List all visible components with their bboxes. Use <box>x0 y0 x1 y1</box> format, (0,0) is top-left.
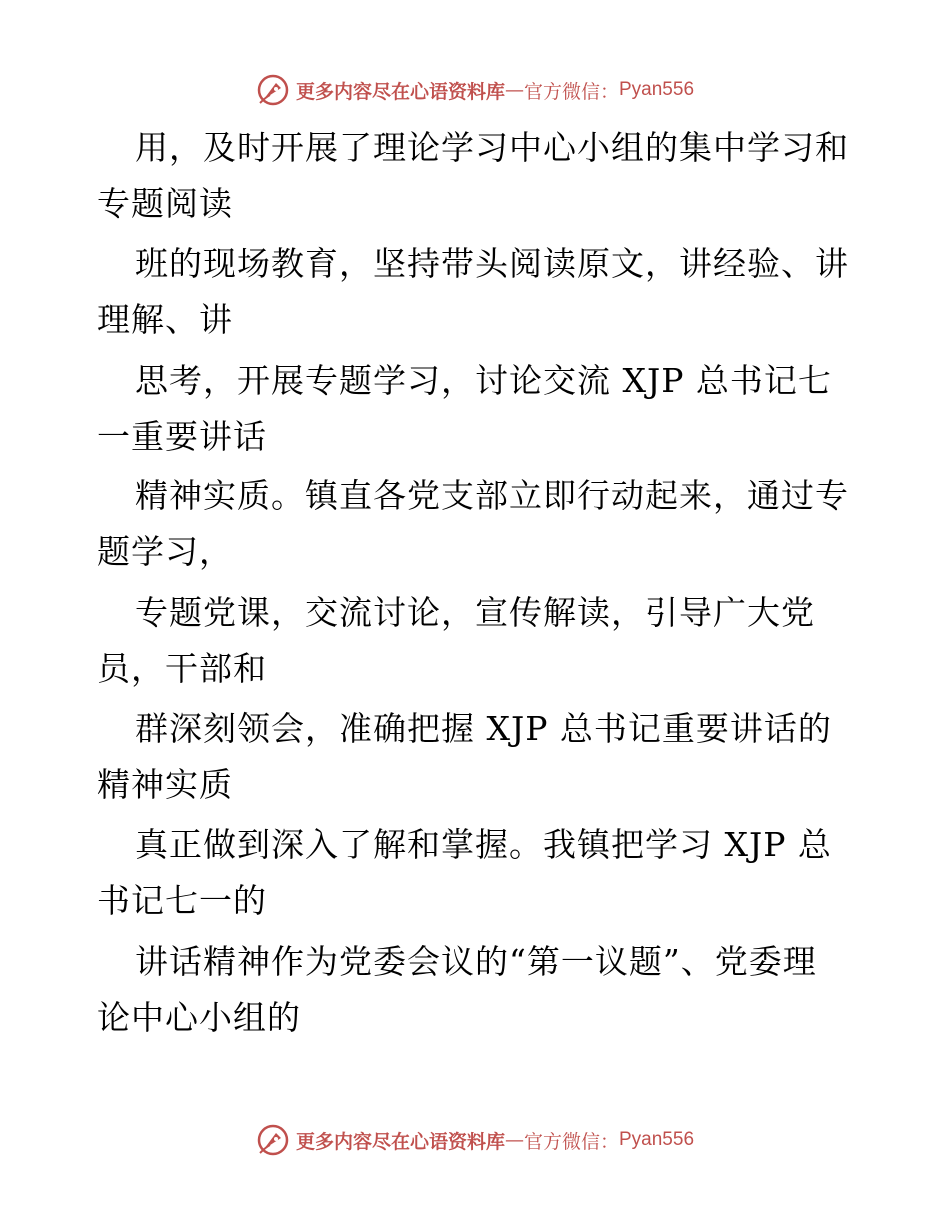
footer-text <box>296 1127 694 1154</box>
body-line: 专题党课，交流讨论，宣传解读，引导广大党 <box>135 593 815 632</box>
body-line: 精神实质。镇直各党支部立即行动起来，通过专 <box>135 476 849 515</box>
body-line: 一重要讲话 <box>97 417 267 456</box>
header-wechat-id: Pyan556 <box>619 79 695 100</box>
footer-dash: — <box>504 1129 524 1151</box>
header-text <box>296 77 694 104</box>
body-line: 群深刻领会，准确把握 XJP 总书记重要讲话的 <box>135 709 832 748</box>
body-line: 员，干部和 <box>97 649 267 688</box>
pen-nib-logo-icon <box>256 1123 290 1157</box>
footer-banner <box>0 1120 950 1160</box>
body-line: 理解、讲 <box>97 300 233 339</box>
header-wechat-label: 官方微信： <box>523 80 619 103</box>
body-line: 思考，开展专题学习，讨论交流 XJP 总书记七 <box>135 361 832 400</box>
body-line: 精神实质 <box>97 765 233 804</box>
header-dash: — <box>504 79 524 101</box>
body-line: 书记七一的 <box>97 881 267 920</box>
body-line: 论中心小组的 <box>97 998 301 1037</box>
body-line: 用，及时开展了理论学习中心小组的集中学习和 <box>135 128 849 167</box>
footer-wechat-id: Pyan556 <box>619 1129 695 1150</box>
body-line: 讲话精神作为党委会议的“第一议题”、党委理 <box>135 942 817 981</box>
body-line: 题学习， <box>97 532 233 571</box>
header-banner <box>0 70 950 110</box>
footer-main-text: 更多内容尽在心语资料库 <box>295 1130 505 1153</box>
footer-wechat-label: 官方微信： <box>523 1130 619 1153</box>
header-main-text: 更多内容尽在心语资料库 <box>295 80 505 103</box>
body-line: 真正做到深入了解和掌握。我镇把学习 XJP 总 <box>135 825 832 864</box>
pen-nib-logo-icon <box>256 73 290 107</box>
body-line: 专题阅读 <box>97 184 233 223</box>
body-line: 班的现场教育，坚持带头阅读原文，讲经验、讲 <box>135 244 849 283</box>
